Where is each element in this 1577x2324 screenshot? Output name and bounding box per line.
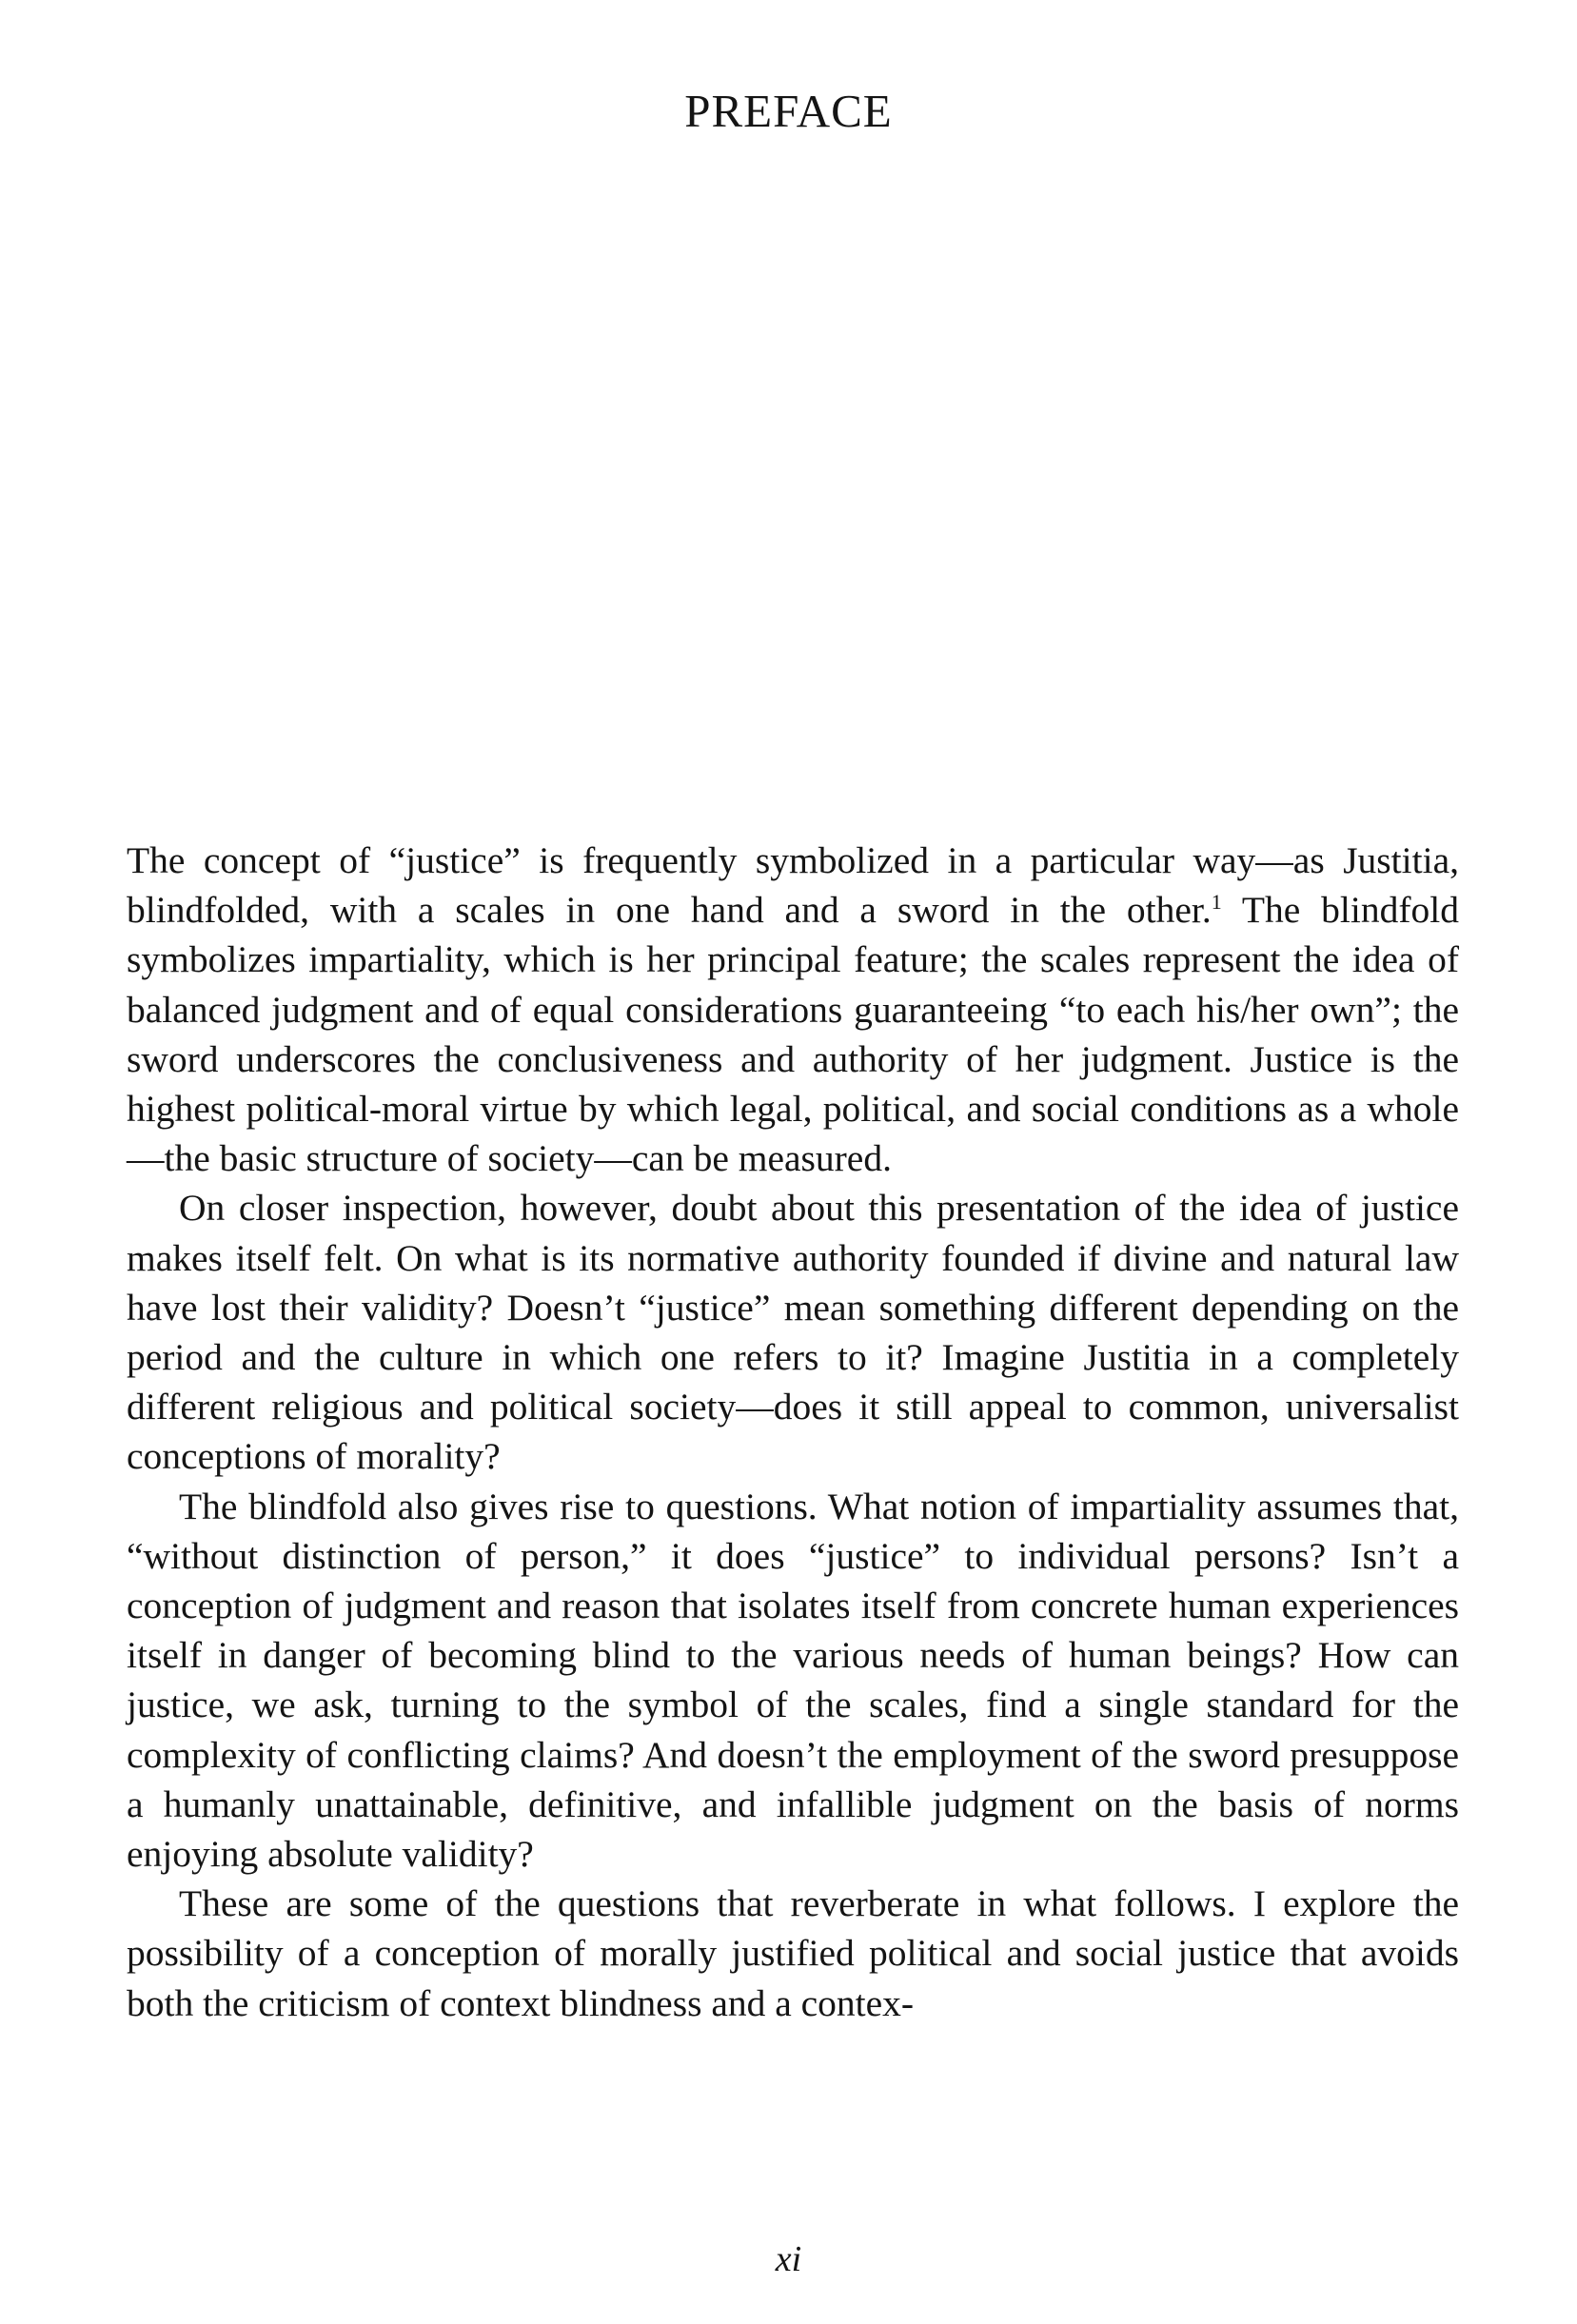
footnote-marker: 1	[1211, 890, 1222, 915]
paragraph-1	[127, 836, 1459, 1183]
paragraph-2: On closer inspection, however, doubt about this presentation of the idea of justice makes itself felt. On what is its normative authority founded if divine and natural law have lost their validity? Doesn’t “justice” mean something different depending on the period and the culture in which one refers to it? Imagine Justitia in a completely different religious and political society—does it still appeal to common, universalist conceptions of morality?	[127, 1187, 1459, 1478]
paragraph-1-text-continued: The blindfold symbolizes impartiality, which is her principal feature; the scales represent the idea of balanced judgment and of equal considerations guaranteeing “to each his/her own”; the sword underscores the conclusiveness and authority of her judgment. Justice is the highest political-moral virtue by which legal, political, and social conditions as a whole—the basic structure of society—can be measured.	[127, 889, 1459, 1180]
body-text	[127, 836, 1459, 2028]
page-title: PREFACE	[684, 85, 893, 137]
page-number: xi	[775, 2239, 802, 2279]
paragraph-4: These are some of the questions that reverberate in what follows. I explore the possibility of a conception of morally justified political and social justice that avoids both the criticism of context blindness and a contex-	[127, 1882, 1459, 2024]
paragraph-1-text: The concept of “justice” is frequently symbolized in a particular way—as Justitia, blindfolded, with a scales in one hand and a sword in the other.	[127, 839, 1459, 932]
paragraph-3: The blindfold also gives rise to questions. What notion of impartiality assumes that, “without distinction of person,” it does “justice” to individual persons? Isn’t a conception of judgment and reason that isolates itself from concrete human experiences itself in danger of becoming blind to the various needs of human beings? How can justice, we ask, turning to the symbol of the scales, find a single standard for the complexity of conflicting claims? And doesn’t the employment of the sword presuppose a humanly unattainable, definitive, and infallible judgment on the basis of norms enjoying absolute validity?	[127, 1485, 1459, 1876]
